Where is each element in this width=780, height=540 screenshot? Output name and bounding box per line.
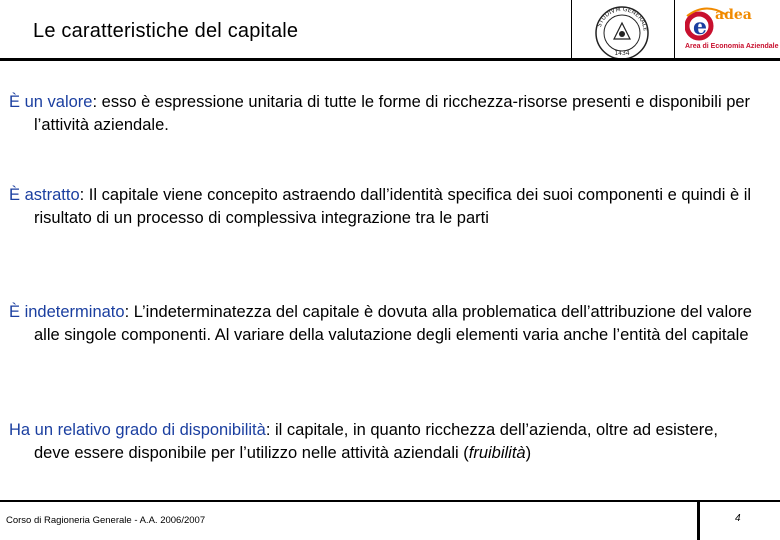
paragraph-text: : L’indeterminatezza del capitale è dovuta alla problematica dell’attribuzione del valore alle singole componenti. Al variare della valutazione degli elementi varia anche l’entità del capitale: [34, 303, 752, 344]
keyword: È un valore: [9, 93, 93, 111]
paragraph-text: : esso è espressione unitaria di tutte le forme di ricchezza-risorse presenti e disponibili per l’attività aziendale.: [34, 93, 751, 134]
italic-term: fruibilità: [468, 444, 526, 462]
seal-year: 1434: [614, 50, 630, 57]
adea-logo: [675, 0, 780, 58]
paragraph-text-end: ): [525, 444, 532, 462]
paragraph-astratto: [9, 184, 754, 230]
seal-text: STUDIVM GENERALE: [595, 5, 649, 32]
footer-divider: [697, 502, 700, 540]
header-rule: [0, 58, 780, 61]
slide-header: [0, 0, 780, 62]
seal-box: [572, 0, 675, 58]
paragraph-valore: [9, 91, 754, 137]
keyword: Ha un relativo grado di disponibilità: [9, 421, 266, 439]
keyword: È astratto: [9, 186, 80, 204]
keyword: È indeterminato: [9, 303, 125, 321]
page-title: Le caratteristiche del capitale: [33, 20, 299, 42]
paragraph-text: : il capitale, in quanto ricchezza dell’azienda, oltre ad esistere, deve essere disponibile per l’utilizzo nelle attività aziendali (: [34, 421, 718, 462]
paragraph-indeterminato: [9, 301, 754, 347]
paragraph-text: : Il capitale viene concepito astraendo dall’identità specifica dei suoi componenti e quindi è il risultato di un processo di complessiva integrazione tra le parti: [34, 186, 752, 227]
logo-subtitle: Area di Economia Aziendale: [685, 43, 779, 50]
title-box: [0, 0, 572, 58]
page-number: 4: [735, 513, 741, 524]
footer-rule: [0, 500, 780, 502]
logo-word: adea: [715, 7, 752, 23]
svg-text:e: e: [693, 14, 707, 40]
course-label: Corso di Ragioneria Generale - A.A. 2006/2007: [6, 515, 206, 526]
university-seal-icon: [594, 5, 650, 61]
paragraph-disponibilita: [9, 419, 754, 465]
slide-footer: [0, 500, 780, 540]
